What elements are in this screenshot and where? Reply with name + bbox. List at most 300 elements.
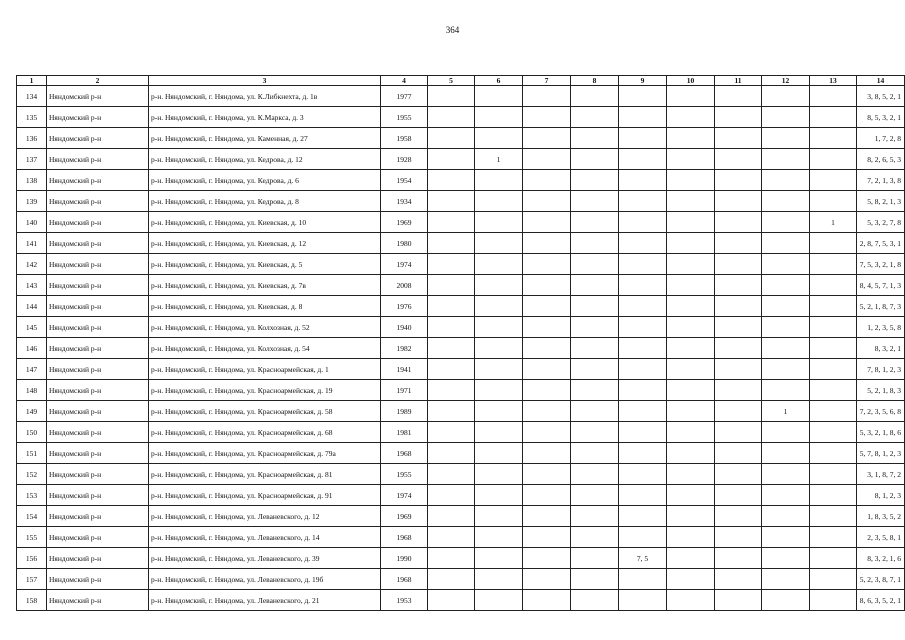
table-cell-col-11 xyxy=(715,569,762,590)
table-cell-col-9 xyxy=(619,107,667,128)
table-header-row xyxy=(17,76,905,86)
table-cell-col-1: 143 xyxy=(17,275,47,296)
table-cell-col-4: 1974 xyxy=(381,485,428,506)
table-cell-col-4: 1968 xyxy=(381,569,428,590)
table-row xyxy=(17,86,905,107)
table-cell-col-13 xyxy=(810,191,857,212)
table-cell-col-4: 1928 xyxy=(381,149,428,170)
table-cell-col-5 xyxy=(428,191,475,212)
table-cell-col-10 xyxy=(667,107,715,128)
table-cell-col-6 xyxy=(475,485,523,506)
table-cell-col-1: 147 xyxy=(17,359,47,380)
table-cell-col-7 xyxy=(523,338,571,359)
table-cell-col-1: 145 xyxy=(17,317,47,338)
table-cell-col-11 xyxy=(715,401,762,422)
table-cell-col-8 xyxy=(571,149,619,170)
table-cell-col-11 xyxy=(715,443,762,464)
table-cell-col-5 xyxy=(428,212,475,233)
table-cell-col-12 xyxy=(762,359,810,380)
table-cell-col-10 xyxy=(667,464,715,485)
table-cell-col-6: 1 xyxy=(475,149,523,170)
table-cell-col-9 xyxy=(619,422,667,443)
table-cell-col-3: р-н. Няндомский, г. Няндома, ул. Каменная, д. 27 xyxy=(149,128,381,149)
table-cell-col-1: 146 xyxy=(17,338,47,359)
table-cell-col-14: 5, 3, 2, 1, 8, 6 xyxy=(857,422,905,443)
table-cell-col-11 xyxy=(715,296,762,317)
table-cell-col-2: Няндомский р-н xyxy=(47,212,149,233)
table-cell-col-6 xyxy=(475,254,523,275)
table-cell-col-12 xyxy=(762,569,810,590)
table-cell-col-2: Няндомский р-н xyxy=(47,506,149,527)
table-cell-col-13 xyxy=(810,170,857,191)
table-cell-col-14: 8, 6, 3, 5, 2, 1 xyxy=(857,590,905,611)
table-cell-col-14: 2, 3, 5, 8, 1 xyxy=(857,527,905,548)
table-cell-col-14: 7, 5, 3, 2, 1, 8 xyxy=(857,254,905,275)
table-cell-col-2: Няндомский р-н xyxy=(47,296,149,317)
table-cell-col-2: Няндомский р-н xyxy=(47,170,149,191)
table-cell-col-13 xyxy=(810,86,857,107)
table-cell-col-2: Няндомский р-н xyxy=(47,380,149,401)
table-cell-col-5 xyxy=(428,548,475,569)
table-cell-col-4: 1982 xyxy=(381,338,428,359)
table-cell-col-10 xyxy=(667,86,715,107)
table-cell-col-6 xyxy=(475,107,523,128)
table-cell-col-8 xyxy=(571,548,619,569)
table-cell-col-5 xyxy=(428,569,475,590)
table-cell-col-9 xyxy=(619,569,667,590)
table-cell-col-13 xyxy=(810,380,857,401)
table-cell-col-8 xyxy=(571,191,619,212)
table-cell-col-8 xyxy=(571,443,619,464)
table-cell-col-14: 5, 8, 2, 1, 3 xyxy=(857,191,905,212)
table-cell-col-10 xyxy=(667,380,715,401)
table-row xyxy=(17,149,905,170)
table-cell-col-1: 144 xyxy=(17,296,47,317)
table-cell-col-7 xyxy=(523,401,571,422)
table-cell-col-13 xyxy=(810,128,857,149)
column-header-13: 13 xyxy=(810,76,857,86)
table-cell-col-5 xyxy=(428,233,475,254)
table-cell-col-2: Няндомский р-н xyxy=(47,422,149,443)
table-cell-col-10 xyxy=(667,254,715,275)
table-cell-col-1: 135 xyxy=(17,107,47,128)
table-cell-col-7 xyxy=(523,590,571,611)
table-cell-col-6 xyxy=(475,380,523,401)
table-cell-col-3: р-н. Няндомский, г. Няндома, ул. Красноармейская, д. 19 xyxy=(149,380,381,401)
table-cell-col-2: Няндомский р-н xyxy=(47,590,149,611)
table-cell-col-14: 5, 2, 1, 8, 3 xyxy=(857,380,905,401)
table-cell-col-7 xyxy=(523,86,571,107)
table-cell-col-9 xyxy=(619,212,667,233)
table-cell-col-2: Няндомский р-н xyxy=(47,338,149,359)
table-cell-col-2: Няндомский р-н xyxy=(47,359,149,380)
table-cell-col-2: Няндомский р-н xyxy=(47,191,149,212)
table-cell-col-1: 142 xyxy=(17,254,47,275)
table-cell-col-13 xyxy=(810,527,857,548)
table-cell-col-6 xyxy=(475,275,523,296)
table-cell-col-5 xyxy=(428,296,475,317)
table-cell-col-1: 150 xyxy=(17,422,47,443)
table-cell-col-6 xyxy=(475,86,523,107)
table-cell-col-3: р-н. Няндомский, г. Няндома, ул. Леваневского, д. 39 xyxy=(149,548,381,569)
table-cell-col-8 xyxy=(571,296,619,317)
table-cell-col-7 xyxy=(523,233,571,254)
table-cell-col-10 xyxy=(667,128,715,149)
table-row xyxy=(17,359,905,380)
table-cell-col-7 xyxy=(523,149,571,170)
table-cell-col-7 xyxy=(523,464,571,485)
column-header-9: 9 xyxy=(619,76,667,86)
table-cell-col-14: 5, 2, 3, 8, 7, 1 xyxy=(857,569,905,590)
table-cell-col-12: 1 xyxy=(762,401,810,422)
table-cell-col-14: 8, 2, 6, 5, 3 xyxy=(857,149,905,170)
table-cell-col-6 xyxy=(475,128,523,149)
table-cell-col-13 xyxy=(810,443,857,464)
table-cell-col-13 xyxy=(810,296,857,317)
table-cell-col-9 xyxy=(619,359,667,380)
table-cell-col-7 xyxy=(523,548,571,569)
table-cell-col-1: 149 xyxy=(17,401,47,422)
table-cell-col-9 xyxy=(619,170,667,191)
table-row xyxy=(17,380,905,401)
table-cell-col-10 xyxy=(667,569,715,590)
table-cell-col-12 xyxy=(762,380,810,401)
table-cell-col-1: 155 xyxy=(17,527,47,548)
table-cell-col-6 xyxy=(475,422,523,443)
table-cell-col-9 xyxy=(619,464,667,485)
table-cell-col-11 xyxy=(715,359,762,380)
table-cell-col-10 xyxy=(667,170,715,191)
table-cell-col-3: р-н. Няндомский, г. Няндома, ул. Киевская, д. 5 xyxy=(149,254,381,275)
table-cell-col-5 xyxy=(428,527,475,548)
table-cell-col-2: Няндомский р-н xyxy=(47,149,149,170)
table-cell-col-1: 151 xyxy=(17,443,47,464)
table-cell-col-3: р-н. Няндомский, г. Няндома, ул. Кедрова, д. 12 xyxy=(149,149,381,170)
table-cell-col-5 xyxy=(428,443,475,464)
table-cell-col-10 xyxy=(667,359,715,380)
table-cell-col-1: 139 xyxy=(17,191,47,212)
table-cell-col-6 xyxy=(475,506,523,527)
table-cell-col-11 xyxy=(715,191,762,212)
table-cell-col-12 xyxy=(762,422,810,443)
table-cell-col-10 xyxy=(667,590,715,611)
table-cell-col-9: 7, 5 xyxy=(619,548,667,569)
table-cell-col-2: Няндомский р-н xyxy=(47,443,149,464)
table-cell-col-9 xyxy=(619,296,667,317)
table-row xyxy=(17,212,905,233)
table-cell-col-9 xyxy=(619,506,667,527)
table-row xyxy=(17,296,905,317)
table-cell-col-11 xyxy=(715,548,762,569)
table-cell-col-9 xyxy=(619,317,667,338)
table-cell-col-14: 1, 7, 2, 8 xyxy=(857,128,905,149)
column-header-5: 5 xyxy=(428,76,475,86)
table-cell-col-1: 154 xyxy=(17,506,47,527)
table-cell-col-7 xyxy=(523,170,571,191)
table-cell-col-4: 1977 xyxy=(381,86,428,107)
table-cell-col-3: р-н. Няндомский, г. Няндома, ул. Кедрова, д. 6 xyxy=(149,170,381,191)
table-cell-col-3: р-н. Няндомский, г. Няндома, ул. Киевская, д. 12 xyxy=(149,233,381,254)
table-cell-col-9 xyxy=(619,380,667,401)
table-cell-col-8 xyxy=(571,590,619,611)
table-cell-col-6 xyxy=(475,338,523,359)
table-cell-col-14: 2, 8, 7, 5, 3, 1 xyxy=(857,233,905,254)
table-cell-col-4: 1968 xyxy=(381,527,428,548)
table-cell-col-4: 1989 xyxy=(381,401,428,422)
table-cell-col-11 xyxy=(715,422,762,443)
table-cell-col-6 xyxy=(475,590,523,611)
data-table-container xyxy=(16,75,901,611)
table-cell-col-2: Няндомский р-н xyxy=(47,254,149,275)
table-cell-col-5 xyxy=(428,590,475,611)
table-cell-col-4: 1954 xyxy=(381,170,428,191)
table-cell-col-12 xyxy=(762,443,810,464)
table-row xyxy=(17,422,905,443)
table-cell-col-3: р-н. Няндомский, г. Няндома, ул. Красноармейская, д. 91 xyxy=(149,485,381,506)
table-cell-col-12 xyxy=(762,296,810,317)
table-cell-col-7 xyxy=(523,254,571,275)
table-cell-col-9 xyxy=(619,527,667,548)
table-row xyxy=(17,506,905,527)
table-cell-col-11 xyxy=(715,527,762,548)
table-cell-col-13 xyxy=(810,317,857,338)
table-row xyxy=(17,254,905,275)
table-cell-col-11 xyxy=(715,86,762,107)
table-cell-col-1: 157 xyxy=(17,569,47,590)
table-cell-col-11 xyxy=(715,275,762,296)
table-cell-col-9 xyxy=(619,233,667,254)
table-cell-col-10 xyxy=(667,317,715,338)
table-cell-col-13 xyxy=(810,254,857,275)
table-cell-col-12 xyxy=(762,254,810,275)
table-cell-col-14: 7, 8, 1, 2, 3 xyxy=(857,359,905,380)
table-cell-col-9 xyxy=(619,485,667,506)
table-cell-col-3: р-н. Няндомский, г. Няндома, ул. Леваневского, д. 21 xyxy=(149,590,381,611)
column-header-11: 11 xyxy=(715,76,762,86)
table-cell-col-2: Няндомский р-н xyxy=(47,401,149,422)
table-cell-col-8 xyxy=(571,212,619,233)
table-cell-col-12 xyxy=(762,506,810,527)
table-cell-col-6 xyxy=(475,527,523,548)
table-cell-col-4: 1976 xyxy=(381,296,428,317)
table-cell-col-13 xyxy=(810,338,857,359)
table-cell-col-7 xyxy=(523,191,571,212)
table-row xyxy=(17,590,905,611)
table-cell-col-6 xyxy=(475,317,523,338)
table-cell-col-14: 8, 1, 2, 3 xyxy=(857,485,905,506)
table-cell-col-14: 7, 2, 1, 3, 8 xyxy=(857,170,905,191)
table-row xyxy=(17,233,905,254)
table-cell-col-12 xyxy=(762,86,810,107)
table-cell-col-7 xyxy=(523,422,571,443)
table-cell-col-3: р-н. Няндомский, г. Няндома, ул. Леваневского, д. 14 xyxy=(149,527,381,548)
table-cell-col-14: 3, 1, 8, 7, 2 xyxy=(857,464,905,485)
table-cell-col-7 xyxy=(523,359,571,380)
table-cell-col-6 xyxy=(475,191,523,212)
table-cell-col-12 xyxy=(762,191,810,212)
table-cell-col-1: 148 xyxy=(17,380,47,401)
table-cell-col-10 xyxy=(667,296,715,317)
page-number: 364 xyxy=(445,25,460,35)
table-cell-col-10 xyxy=(667,233,715,254)
table-row xyxy=(17,464,905,485)
table-cell-col-5 xyxy=(428,149,475,170)
table-cell-col-13 xyxy=(810,422,857,443)
table-cell-col-10 xyxy=(667,338,715,359)
table-cell-col-6 xyxy=(475,569,523,590)
table-cell-col-4: 1969 xyxy=(381,506,428,527)
table-cell-col-7 xyxy=(523,317,571,338)
table-cell-col-12 xyxy=(762,464,810,485)
table-cell-col-8 xyxy=(571,401,619,422)
table-cell-col-8 xyxy=(571,485,619,506)
table-cell-col-9 xyxy=(619,590,667,611)
table-cell-col-3: р-н. Няндомский, г. Няндома, ул. Красноармейская, д. 1 xyxy=(149,359,381,380)
table-cell-col-12 xyxy=(762,233,810,254)
table-cell-col-6 xyxy=(475,464,523,485)
table-cell-col-3: р-н. Няндомский, г. Няндома, ул. Красноармейская, д. 58 xyxy=(149,401,381,422)
table-cell-col-14: 8, 4, 5, 7, 1, 3 xyxy=(857,275,905,296)
table-cell-col-2: Няндомский р-н xyxy=(47,548,149,569)
table-cell-col-8 xyxy=(571,107,619,128)
table-cell-col-2: Няндомский р-н xyxy=(47,485,149,506)
table-cell-col-5 xyxy=(428,506,475,527)
column-header-8: 8 xyxy=(571,76,619,86)
table-cell-col-4: 1971 xyxy=(381,380,428,401)
table-row xyxy=(17,569,905,590)
table-cell-col-14: 5, 3, 2, 7, 8 xyxy=(857,212,905,233)
table-cell-col-12 xyxy=(762,107,810,128)
table-cell-col-4: 1941 xyxy=(381,359,428,380)
table-cell-col-10 xyxy=(667,275,715,296)
table-cell-col-13 xyxy=(810,149,857,170)
table-cell-col-7 xyxy=(523,212,571,233)
table-cell-col-1: 153 xyxy=(17,485,47,506)
table-cell-col-4: 1980 xyxy=(381,233,428,254)
table-cell-col-8 xyxy=(571,317,619,338)
table-cell-col-11 xyxy=(715,338,762,359)
table-cell-col-5 xyxy=(428,317,475,338)
column-header-4: 4 xyxy=(381,76,428,86)
table-cell-col-4: 1940 xyxy=(381,317,428,338)
table-cell-col-13 xyxy=(810,506,857,527)
table-cell-col-8 xyxy=(571,233,619,254)
table-cell-col-10 xyxy=(667,212,715,233)
table-cell-col-12 xyxy=(762,317,810,338)
table-cell-col-11 xyxy=(715,233,762,254)
table-cell-col-4: 1968 xyxy=(381,443,428,464)
table-row xyxy=(17,317,905,338)
table-cell-col-8 xyxy=(571,170,619,191)
table-cell-col-2: Няндомский р-н xyxy=(47,275,149,296)
table-cell-col-13 xyxy=(810,590,857,611)
table-cell-col-7 xyxy=(523,506,571,527)
table-cell-col-7 xyxy=(523,443,571,464)
table-cell-col-14: 8, 5, 3, 2, 1 xyxy=(857,107,905,128)
table-cell-col-1: 136 xyxy=(17,128,47,149)
table-cell-col-4: 1958 xyxy=(381,128,428,149)
table-cell-col-5 xyxy=(428,275,475,296)
table-cell-col-11 xyxy=(715,317,762,338)
table-cell-col-10 xyxy=(667,149,715,170)
table-cell-col-6 xyxy=(475,296,523,317)
table-cell-col-13 xyxy=(810,359,857,380)
table-cell-col-10 xyxy=(667,422,715,443)
table-cell-col-2: Няндомский р-н xyxy=(47,128,149,149)
table-cell-col-3: р-н. Няндомский, г. Няндома, ул. Красноармейская, д. 68 xyxy=(149,422,381,443)
table-cell-col-8 xyxy=(571,506,619,527)
table-cell-col-8 xyxy=(571,359,619,380)
table-cell-col-8 xyxy=(571,380,619,401)
table-cell-col-11 xyxy=(715,149,762,170)
column-header-14: 14 xyxy=(857,76,905,86)
table-cell-col-5 xyxy=(428,338,475,359)
table-cell-col-2: Няндомский р-н xyxy=(47,317,149,338)
table-cell-col-13 xyxy=(810,233,857,254)
table-cell-col-1: 141 xyxy=(17,233,47,254)
table-cell-col-14: 1, 8, 3, 5, 2 xyxy=(857,506,905,527)
table-cell-col-4: 1953 xyxy=(381,590,428,611)
table-cell-col-12 xyxy=(762,548,810,569)
table-cell-col-12 xyxy=(762,170,810,191)
table-row xyxy=(17,191,905,212)
table-cell-col-8 xyxy=(571,275,619,296)
table-cell-col-10 xyxy=(667,485,715,506)
table-row xyxy=(17,170,905,191)
table-cell-col-6 xyxy=(475,359,523,380)
table-cell-col-2: Няндомский р-н xyxy=(47,107,149,128)
table-cell-col-3: р-н. Няндомский, г. Няндома, ул. К.Маркса, д. 3 xyxy=(149,107,381,128)
table-cell-col-10 xyxy=(667,443,715,464)
column-header-6: 6 xyxy=(475,76,523,86)
table-cell-col-11 xyxy=(715,254,762,275)
table-cell-col-13 xyxy=(810,548,857,569)
table-cell-col-8 xyxy=(571,527,619,548)
table-cell-col-4: 1974 xyxy=(381,254,428,275)
table-row xyxy=(17,527,905,548)
table-cell-col-12 xyxy=(762,275,810,296)
table-cell-col-9 xyxy=(619,401,667,422)
column-header-3: 3 xyxy=(149,76,381,86)
table-cell-col-8 xyxy=(571,464,619,485)
table-cell-col-9 xyxy=(619,86,667,107)
table-cell-col-5 xyxy=(428,128,475,149)
table-row xyxy=(17,107,905,128)
table-cell-col-9 xyxy=(619,128,667,149)
table-cell-col-5 xyxy=(428,254,475,275)
table-cell-col-7 xyxy=(523,107,571,128)
table-cell-col-5 xyxy=(428,422,475,443)
table-cell-col-6 xyxy=(475,170,523,191)
table-cell-col-4: 1934 xyxy=(381,191,428,212)
table-cell-col-12 xyxy=(762,128,810,149)
table-cell-col-3: р-н. Няндомский, г. Няндома, ул. Леваневского, д. 19б xyxy=(149,569,381,590)
table-cell-col-12 xyxy=(762,527,810,548)
table-cell-col-11 xyxy=(715,380,762,401)
table-cell-col-5 xyxy=(428,464,475,485)
table-cell-col-7 xyxy=(523,296,571,317)
table-cell-col-10 xyxy=(667,191,715,212)
table-row xyxy=(17,338,905,359)
table-cell-col-1: 156 xyxy=(17,548,47,569)
table-cell-col-11 xyxy=(715,485,762,506)
table-cell-col-5 xyxy=(428,86,475,107)
table-cell-col-10 xyxy=(667,548,715,569)
table-cell-col-3: р-н. Няндомский, г. Няндома, ул. Красноармейская, д. 79а xyxy=(149,443,381,464)
table-cell-col-4: 1969 xyxy=(381,212,428,233)
table-cell-col-2: Няндомский р-н xyxy=(47,86,149,107)
table-cell-col-3: р-н. Няндомский, г. Няндома, ул. Красноармейская, д. 81 xyxy=(149,464,381,485)
